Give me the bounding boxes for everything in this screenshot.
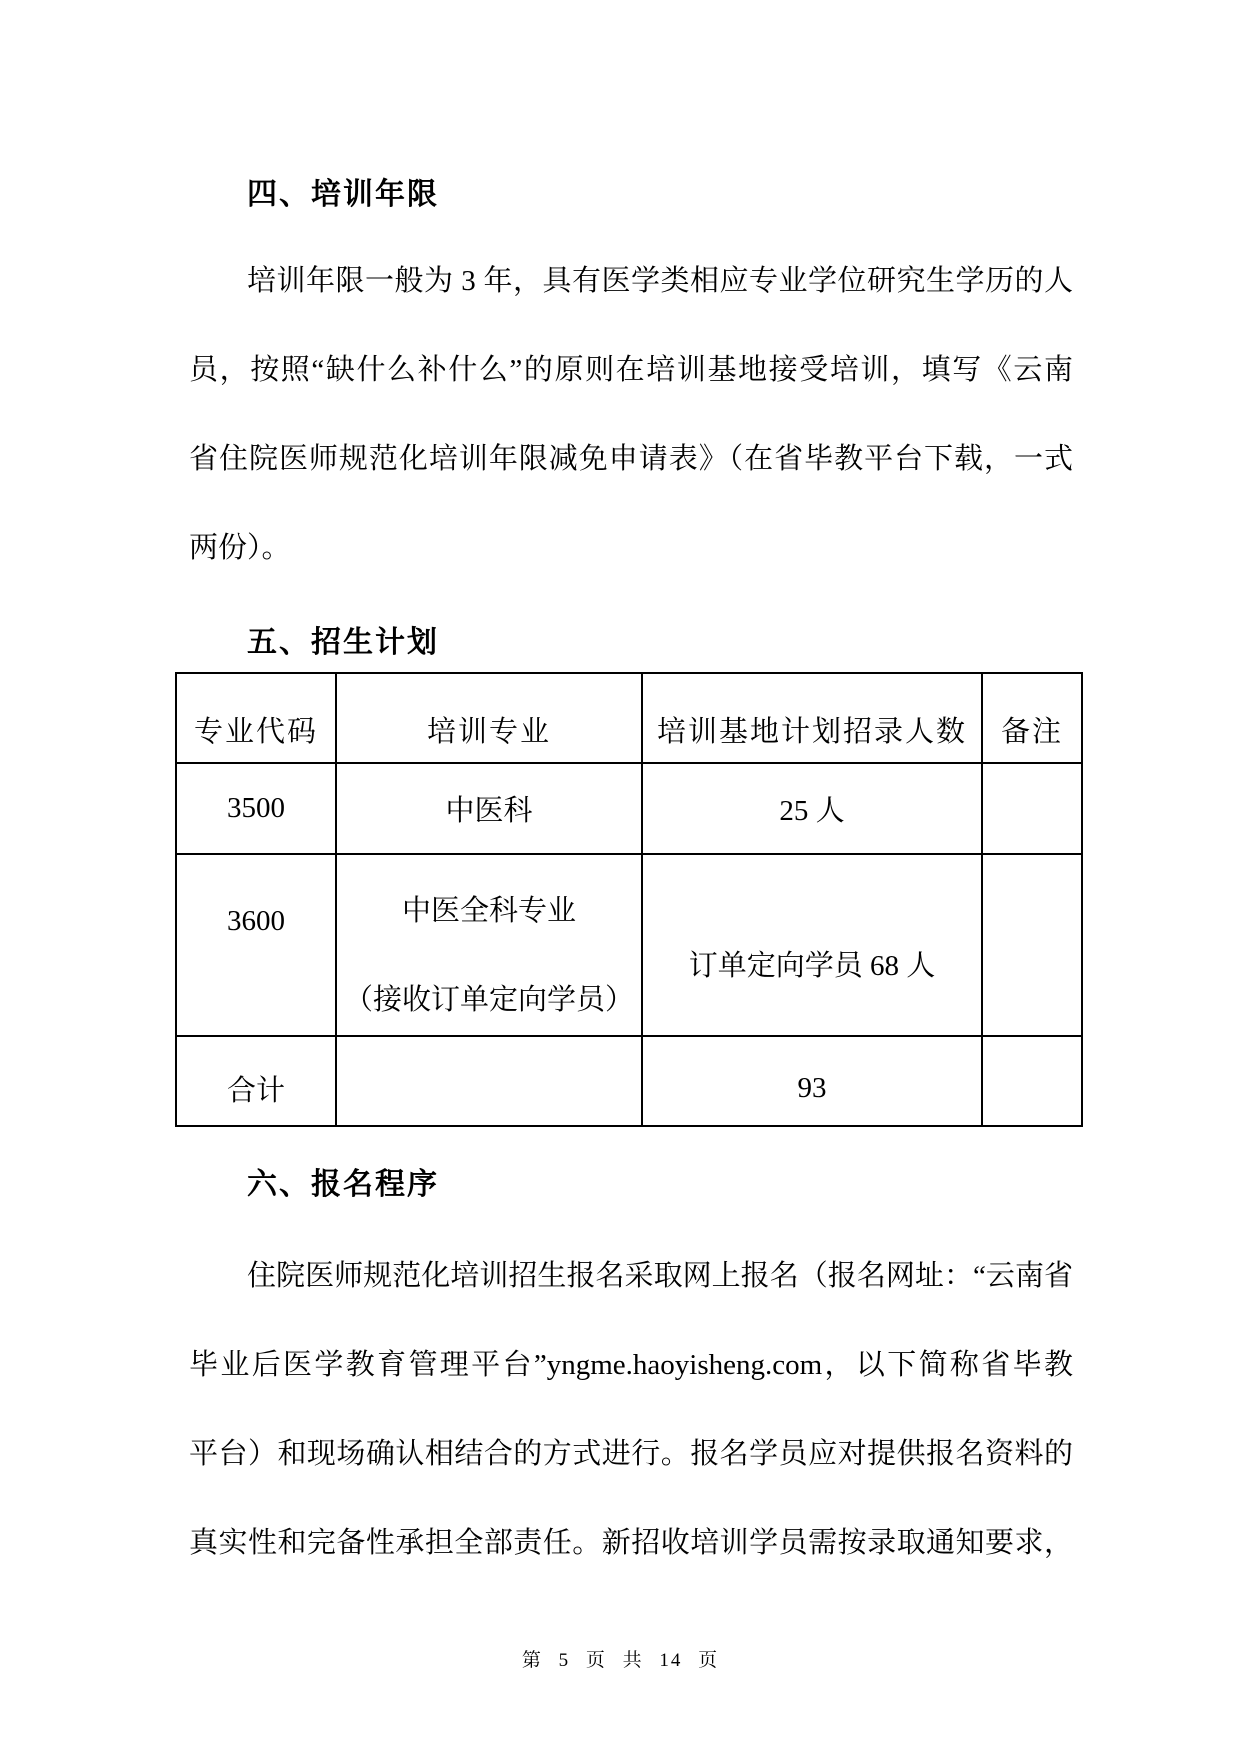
table-header-note: 备注 bbox=[983, 674, 1081, 764]
table-cell-note bbox=[983, 855, 1081, 1037]
paragraph-line: 两份）。 bbox=[189, 532, 291, 564]
table-cell-major bbox=[337, 1037, 643, 1125]
table-cell-code: 3500 bbox=[177, 764, 337, 855]
table-header-training-major: 培训专业 bbox=[337, 674, 643, 764]
paragraph-line: 培训年限一般为 3 年，具有医学类相应专业学位研究生学历的人 bbox=[247, 265, 1073, 297]
paragraph-line: 省住院医师规范化培训年限减免申请表》（在省毕教平台下载，一式 bbox=[189, 443, 1073, 475]
table-cell-note bbox=[983, 764, 1081, 855]
table-header-major-code: 专业代码 bbox=[177, 674, 337, 764]
section-heading-enrollment-plan: 五、招生计划 bbox=[247, 626, 439, 659]
page-number-footer: 第 5 页 共 14 页 bbox=[521, 1650, 720, 1671]
table-header-planned-count: 培训基地计划招录人数 bbox=[643, 674, 983, 764]
table-cell-total-count: 93 bbox=[643, 1037, 983, 1125]
table-cell-count: 25 人 bbox=[643, 764, 983, 855]
paragraph-training-duration bbox=[189, 237, 1073, 593]
paragraph-line: 真实性和完备性承担全部责任。新招收培训学员需按录取通知要求， bbox=[189, 1527, 1073, 1559]
table-cell-major: 中医科 bbox=[337, 764, 643, 855]
paragraph-registration bbox=[189, 1232, 1073, 1588]
table-cell-major bbox=[337, 855, 643, 1037]
paragraph-line: 毕业后医学教育管理平台”yngme.haoyisheng.com，以下简称省毕教 bbox=[189, 1349, 1073, 1381]
section-heading-training-duration: 四、培训年限 bbox=[247, 178, 439, 211]
paragraph-line: 平台）和现场确认相结合的方式进行。报名学员应对提供报名资料的 bbox=[189, 1438, 1073, 1470]
paragraph-line: 员，按照“缺什么补什么”的原则在培训基地接受培训，填写《云南 bbox=[189, 354, 1073, 386]
table-cell-total-label: 合计 bbox=[177, 1037, 337, 1125]
table-cell-major-line2: （接收订单定向学员） bbox=[343, 984, 634, 1016]
table-cell-note bbox=[983, 1037, 1081, 1125]
paragraph-line: 住院医师规范化培训招生报名采取网上报名（报名网址：“云南省 bbox=[247, 1260, 1073, 1292]
table-cell-major-line1: 中医全科专业 bbox=[401, 895, 576, 927]
table-cell-count: 订单定向学员 68 人 bbox=[643, 855, 983, 1037]
section-heading-registration: 六、报名程序 bbox=[247, 1168, 439, 1201]
table-cell-code: 3600 bbox=[177, 855, 337, 1037]
enrollment-plan-table bbox=[175, 672, 1083, 1127]
